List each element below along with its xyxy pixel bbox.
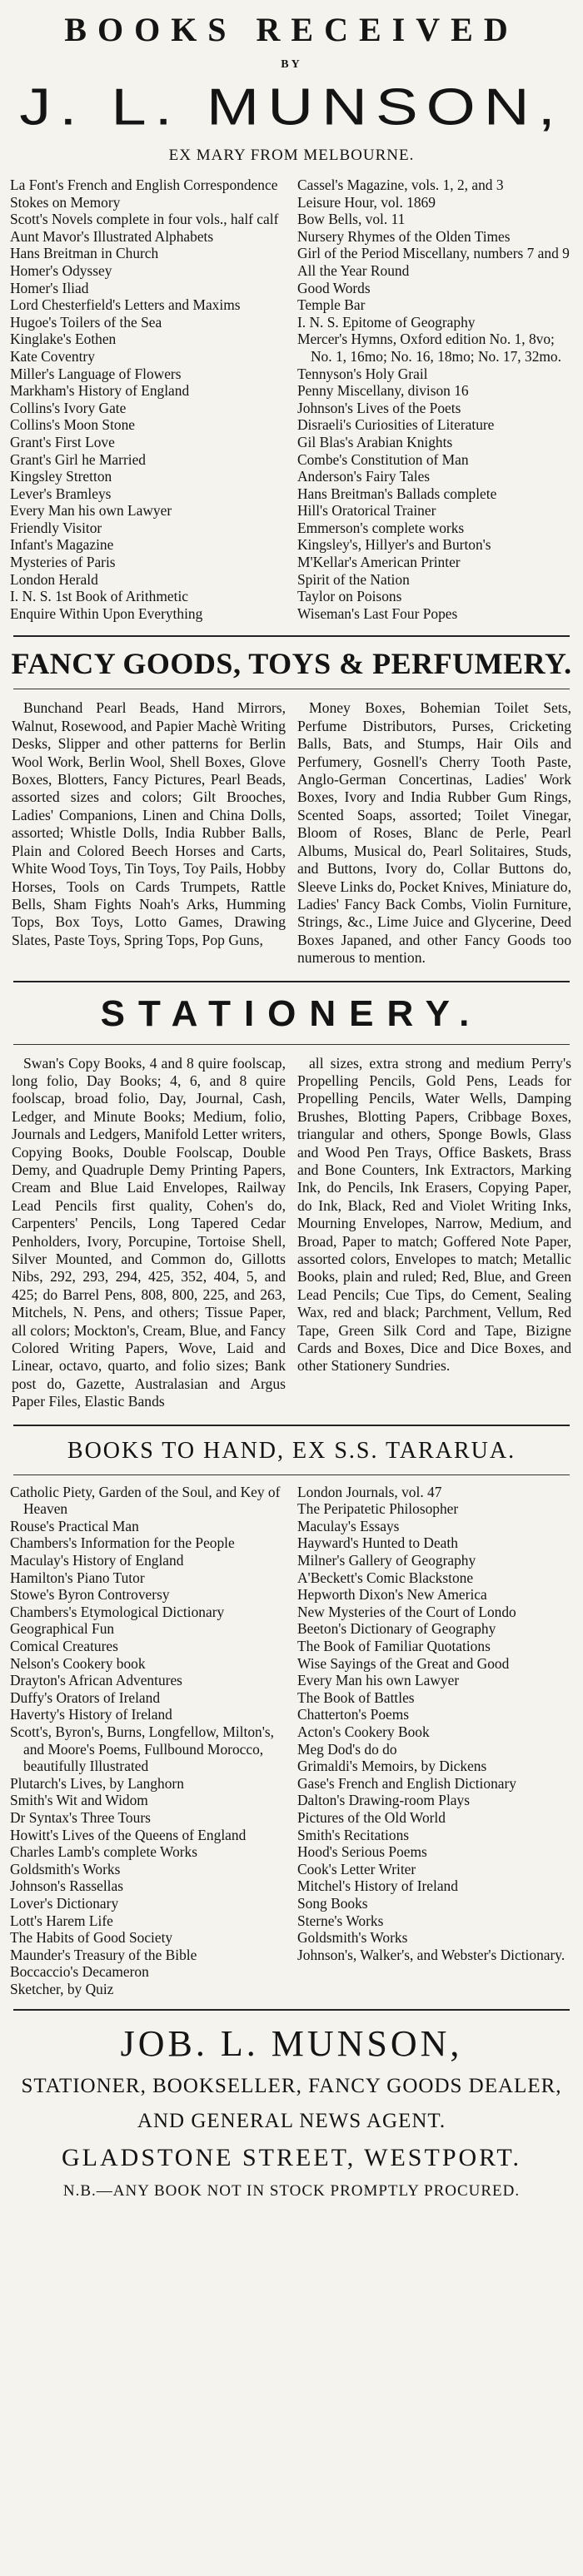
book-title: Enquire Within Upon Everything — [10, 604, 203, 622]
book-title: Homer's Iliad — [10, 279, 89, 296]
section-divider — [13, 1044, 570, 1045]
book-title: Boccaccio's Decameron — [10, 1963, 149, 1981]
book-title: London Herald — [10, 570, 98, 588]
book-title: Maculay's Essays — [297, 1517, 400, 1534]
book-title: Kate Coventry — [10, 347, 95, 365]
book-title: Catholic Piety, Garden of the Soul, and Key of Heaven — [10, 1483, 281, 1518]
book-title: Haverty's History of Ireland — [10, 1706, 172, 1723]
stationery-body — [5, 1055, 578, 1411]
book-title: Hans Breitman's Ballads complete — [297, 485, 497, 502]
book-title: Combe's Constitution of Man — [297, 450, 469, 468]
book-title: Gase's French and English Dictionary — [297, 1774, 516, 1792]
book-title: M'Kellar's American Printer — [297, 554, 461, 571]
books-to-hand-right-column — [297, 1484, 573, 1998]
book-title: Chambers's Etymological Dictionary — [10, 1603, 225, 1620]
book-title: Dalton's Drawing-room Plays — [297, 1792, 470, 1809]
book-title: Taylor on Poisons — [297, 588, 402, 605]
book-title: The Book of Battles — [297, 1688, 415, 1706]
book-title: Markham's History of England — [10, 382, 190, 400]
book-title: Stokes on Memory — [10, 193, 121, 211]
seller-name: J. L. MUNSON, — [19, 77, 564, 137]
book-title: Miller's Language of Flowers — [10, 365, 182, 382]
book-title: The Habits of Good Society — [10, 1929, 173, 1947]
section-divider — [13, 635, 570, 637]
book-title: Lever's Bramleys — [10, 485, 112, 502]
book-title: Disraeli's Curiosities of Literature — [297, 416, 495, 434]
book-title: Girl of the Period Miscellany, numbers 7 and 9 — [297, 245, 570, 262]
section-divider — [13, 2009, 570, 2011]
book-title: Lott's Harem Life — [10, 1912, 113, 1929]
book-title: Homer's Odyssey — [10, 261, 112, 279]
book-title: Howitt's Lives of the Queens of England — [10, 1826, 247, 1843]
book-title: Hood's Serious Poems — [297, 1843, 427, 1861]
book-title: Duffy's Orators of Ireland — [10, 1688, 161, 1706]
book-title: Scott's, Byron's, Burns, Longfellow, Milton's, and Moore's Poems, Fullbound Morocco, beautifully Illustrated — [10, 1723, 274, 1775]
book-title: Penny Miscellany, divison 16 — [297, 382, 469, 400]
book-title: Nelson's Cookery book — [10, 1654, 146, 1672]
book-title: Kingsley Stretton — [10, 468, 112, 485]
book-title: Cook's Letter Writer — [297, 1860, 416, 1877]
books-received-left-column — [10, 177, 286, 622]
book-title: Bow Bells, vol. 11 — [297, 211, 406, 228]
book-title: Milner's Gallery of Geography — [297, 1552, 476, 1569]
book-title: Nursery Rhymes of the Olden Times — [297, 227, 511, 245]
books-received-right-column — [297, 177, 573, 622]
book-title: Every Man his own Lawyer — [297, 1672, 460, 1689]
book-title: The Peripatetic Philosopher — [297, 1500, 459, 1518]
book-title: Collins's Moon Stone — [10, 416, 136, 434]
book-title: Pictures of the Old World — [297, 1808, 446, 1826]
book-title: Drayton's African Adventures — [10, 1672, 182, 1689]
book-title: Leisure Hour, vol. 1869 — [297, 193, 436, 211]
fancy-goods-heading: FANCY GOODS, TOYS & PERFUMERY. — [11, 647, 572, 681]
book-title: A'Beckett's Comic Blackstone — [297, 1569, 474, 1586]
book-title: Smith's Wit and Widom — [10, 1792, 148, 1809]
book-title: Infant's Magazine — [10, 536, 114, 554]
books-to-hand-left-column — [10, 1484, 286, 1998]
fancy-goods-right-text: Money Boxes, Bohemian Toilet Sets, Perfume Distributors, Purses, Cricketing Balls, Bats, and Stumps, Hair Oils and Perfumery, Gosnell's Cherry Tooth Paste, Anglo-German Concertinas, Ladies' Work Boxes, Ivory and India Rubber Gum Rings, Scented Soaps, assorted; Toilet Vinegar, Bloom of Roses, Blanc de Perle, Pearl Albums, Musical do, Pearl Solitaires, Studs, and Buttons, Ivory do, Collar Buttons do, Sleeve Links do, Pocket Knives, Miniature do, Ladies' Fancy Back Combs, Violin Furniture, Strings, &c., Lime Juice and Glycerine, Deed Boxes Japaned, and other Fancy Goods too numerous to mention. — [297, 699, 571, 967]
book-title: Comical Creatures — [10, 1638, 118, 1654]
book-title: Hayward's Hunted to Death — [297, 1534, 458, 1552]
stationery-left-text: Swan's Copy Books, 4 and 8 quire foolscap, long folio, Day Books; 4, 6, and 8 quire foolscap, broad folio, Day, Journal, Cash, Ledger, and Minute Books; Medium, folio, Journals and Ledgers, Manifold Letter writers, Copying Books, Double Foolscap, Double Demy, and Quadruple Demy Printing Papers, Cream and Blue Laid Envelopes, Railway Lead Pencils first quality, Cohen's do, Carpenters' Pencils, Long Tapered Cedar Penholders, Ivory, Porcupine, Tortoise Shell, Silver Mounted, and Common do, Gillotts Nibs, 292, 293, 294, 425, 352, 404, 5, and 425; do Barrel Pens, 808, 800, 225, and 263, Mitchels, N. Pens, and others; Tissue Paper, all colors; Mockton's, Cream, Blue, and Fancy Colored Writing Papers, Wove, Laid and Linear, octavo, quarto, and folio sizes; Bank post do, Gazette, Australasian and Argus Paper Files, Elastic Bands — [12, 1054, 286, 1410]
book-title: Hugoe's Toilers of the Sea — [10, 313, 162, 331]
footer-note: N.B.—ANY BOOK NOT IN STOCK PROMPTLY PROCURED. — [62, 2182, 521, 2201]
book-title: Good Words — [297, 279, 371, 296]
book-title: Temple Bar — [297, 296, 366, 314]
book-title: London Journals, vol. 47 — [297, 1483, 442, 1500]
stationery-right-text: all sizes, extra strong and medium Perry's Propelling Pencils, Gold Pens, Leads for Propelling Pencils, Water Wells, Damping Brushes, Blotting Papers, Cribbage Boxes, triangular and others, Sponge Bowls, Glass and Wood Pen Trays, Office Baskets, Brass and Bone Counters, Ink Extractors, Marking Ink, do Pencils, Ink Erasers, Copying Paper, do Ink, Black, Red and Violet Writing Inks, Mourning Envelopes, Narrow, Medium, and Broad, Paper to match; Goffered Note Paper, assorted colors, Envelopes to match; Metallic Books, plain and ruled; Red, Blue, and Green Lead Pencils; Cue Tips, do Cement, Sealing Wax, red and black; Parchment, Vellum, Red Tape, Green Silk Cord and Tape, Bizigne Cards and Boxes, Dice and Dice Boxes, and other Stationery Sundries. — [297, 1054, 571, 1375]
books-received-heading: BOOKS RECEIVED — [64, 11, 519, 48]
book-title: Hamilton's Piano Tutor — [10, 1569, 145, 1586]
book-title: La Font's French and English Correspondence — [10, 177, 278, 193]
book-title: Hans Breitman in Church — [10, 245, 159, 262]
book-title: Hepworth Dixon's New America — [297, 1586, 487, 1604]
book-title: Geographical Fun — [10, 1620, 115, 1638]
book-title: Lord Chesterfield's Letters and Maxims — [10, 296, 241, 314]
book-title: New Mysteries of the Court of Londo — [297, 1603, 516, 1620]
book-title: Sketcher, by Quiz — [10, 1980, 114, 1997]
book-title: Spirit of the Nation — [297, 570, 410, 588]
book-title: Goldsmith's Works — [10, 1860, 121, 1877]
book-title: Goldsmith's Works — [297, 1929, 408, 1947]
by-label: BY — [281, 58, 302, 71]
book-title: Scott's Novels complete in four vols., half calf — [10, 211, 279, 228]
book-title: Every Man his own Lawyer — [10, 502, 172, 520]
book-title: Song Books — [297, 1894, 368, 1912]
book-title: I. N. S. 1st Book of Arithmetic — [10, 588, 188, 605]
book-title: Johnson's Rassellas — [10, 1877, 123, 1895]
book-title: Friendly Visitor — [10, 519, 102, 536]
book-title: Meg Dod's do do — [297, 1740, 397, 1758]
book-title: Mercer's Hymns, Oxford edition No. 1, 8vo; No. 1, 16mo; No. 16, 18mo; No. 17, 32mo. — [297, 331, 561, 365]
book-title: Lover's Dictionary — [10, 1894, 119, 1912]
book-title: I. N. S. Epitome of Geography — [297, 313, 476, 331]
footer-address: GLADSTONE STREET, WESTPORT. — [62, 2144, 521, 2172]
book-title: Collins's Ivory Gate — [10, 399, 127, 416]
section-divider — [13, 1425, 570, 1426]
book-title: Rouse's Practical Man — [10, 1517, 139, 1534]
book-title: Mitchel's History of Ireland — [297, 1877, 458, 1895]
fancy-goods-body — [5, 699, 578, 967]
book-title: Maunder's Treasury of the Bible — [10, 1946, 197, 1963]
book-title: Plutarch's Lives, by Langhorn — [10, 1774, 184, 1792]
book-title: Hill's Oratorical Trainer — [297, 502, 436, 520]
book-title: Wise Sayings of the Great and Good — [297, 1654, 510, 1672]
books-to-hand-list — [5, 1484, 578, 1998]
book-title: Gil Blas's Arabian Knights — [297, 433, 453, 450]
section-divider — [13, 981, 570, 982]
book-title: Charles Lamb's complete Works — [10, 1843, 198, 1861]
book-title: Kingsley's, Hillyer's and Burton's — [297, 536, 491, 554]
footer-trades: STATIONER, BOOKSELLER, FANCY GOODS DEALER, — [21, 2075, 562, 2098]
book-title: Johnson's Lives of the Poets — [297, 399, 461, 416]
book-title: Anderson's Fairy Tales — [297, 468, 431, 485]
book-title: Smith's Recitations — [297, 1826, 410, 1843]
book-title: Dr Syntax's Three Tours — [10, 1808, 151, 1826]
fancy-goods-left-text: Bunchand Pearl Beads, Hand Mirrors, Walnut, Rosewood, and Papier Machè Writing Desks, Slipper and other patterns for Berlin Wool Work, Berlin Wool, Shell Boxes, Glove Boxes, Blotters, Fancy Pictures, Pearl Beads, assorted sizes and colors; Gilt Brooches, Ladies' Companions, Linen and China Dolls, assorted; Whistle Dolls, India Rubber Balls, Plain and Colored Beech Horses and Carts, White Wood Toys, Tin Toys, Toy Pails, Hobby Horses, Tools on Cards Trumpets, Rattle Bells, Sham Fights Noah's Arks, Humming Tops, Box Toys, Lotto Games, Drawing Slates, Paste Toys, Spring Tops, Pop Guns, — [12, 699, 286, 948]
book-title: All the Year Round — [297, 261, 410, 279]
book-title: Maculay's History of England — [10, 1552, 184, 1569]
section-divider — [13, 1474, 570, 1475]
book-title: Tennyson's Holy Grail — [297, 365, 428, 382]
book-title: Kinglake's Eothen — [10, 331, 117, 348]
footer-agent: AND GENERAL NEWS AGENT. — [137, 2110, 446, 2133]
book-title: Aunt Mavor's Illustrated Alphabets — [10, 227, 214, 245]
book-title: Grimaldi's Memoirs, by Dickens — [297, 1758, 487, 1775]
shipment-note: EX MARY FROM MELBOURNE. — [168, 147, 415, 164]
book-title: Cassel's Magazine, vols. 1, 2, and 3 — [297, 177, 504, 193]
book-title: Beeton's Dictionary of Geography — [297, 1620, 496, 1638]
book-title: Acton's Cookery Book — [297, 1723, 430, 1740]
book-title: Mysteries of Paris — [10, 554, 116, 571]
footer-name: JOB. L. MUNSON, — [120, 2023, 463, 2065]
book-title: Grant's First Love — [10, 433, 115, 450]
book-title: Emmerson's complete works — [297, 519, 465, 536]
books-to-hand-heading: BOOKS TO HAND, EX S.S. TARARUA. — [67, 1437, 516, 1464]
book-title: The Book of Familiar Quotations — [297, 1638, 491, 1654]
book-title: Johnson's, Walker's, and Webster's Dictionary. — [297, 1946, 566, 1963]
stationery-heading: STATIONERY. — [100, 992, 483, 1034]
book-title: Grant's Girl he Married — [10, 450, 146, 468]
book-title: Sterne's Works — [297, 1912, 384, 1929]
book-title: Stowe's Byron Controversy — [10, 1586, 170, 1604]
book-title: Chambers's Information for the People — [10, 1534, 235, 1552]
book-title: Chatterton's Poems — [297, 1706, 410, 1723]
book-title: Wiseman's Last Four Popes — [297, 604, 458, 622]
books-received-list — [5, 177, 578, 622]
